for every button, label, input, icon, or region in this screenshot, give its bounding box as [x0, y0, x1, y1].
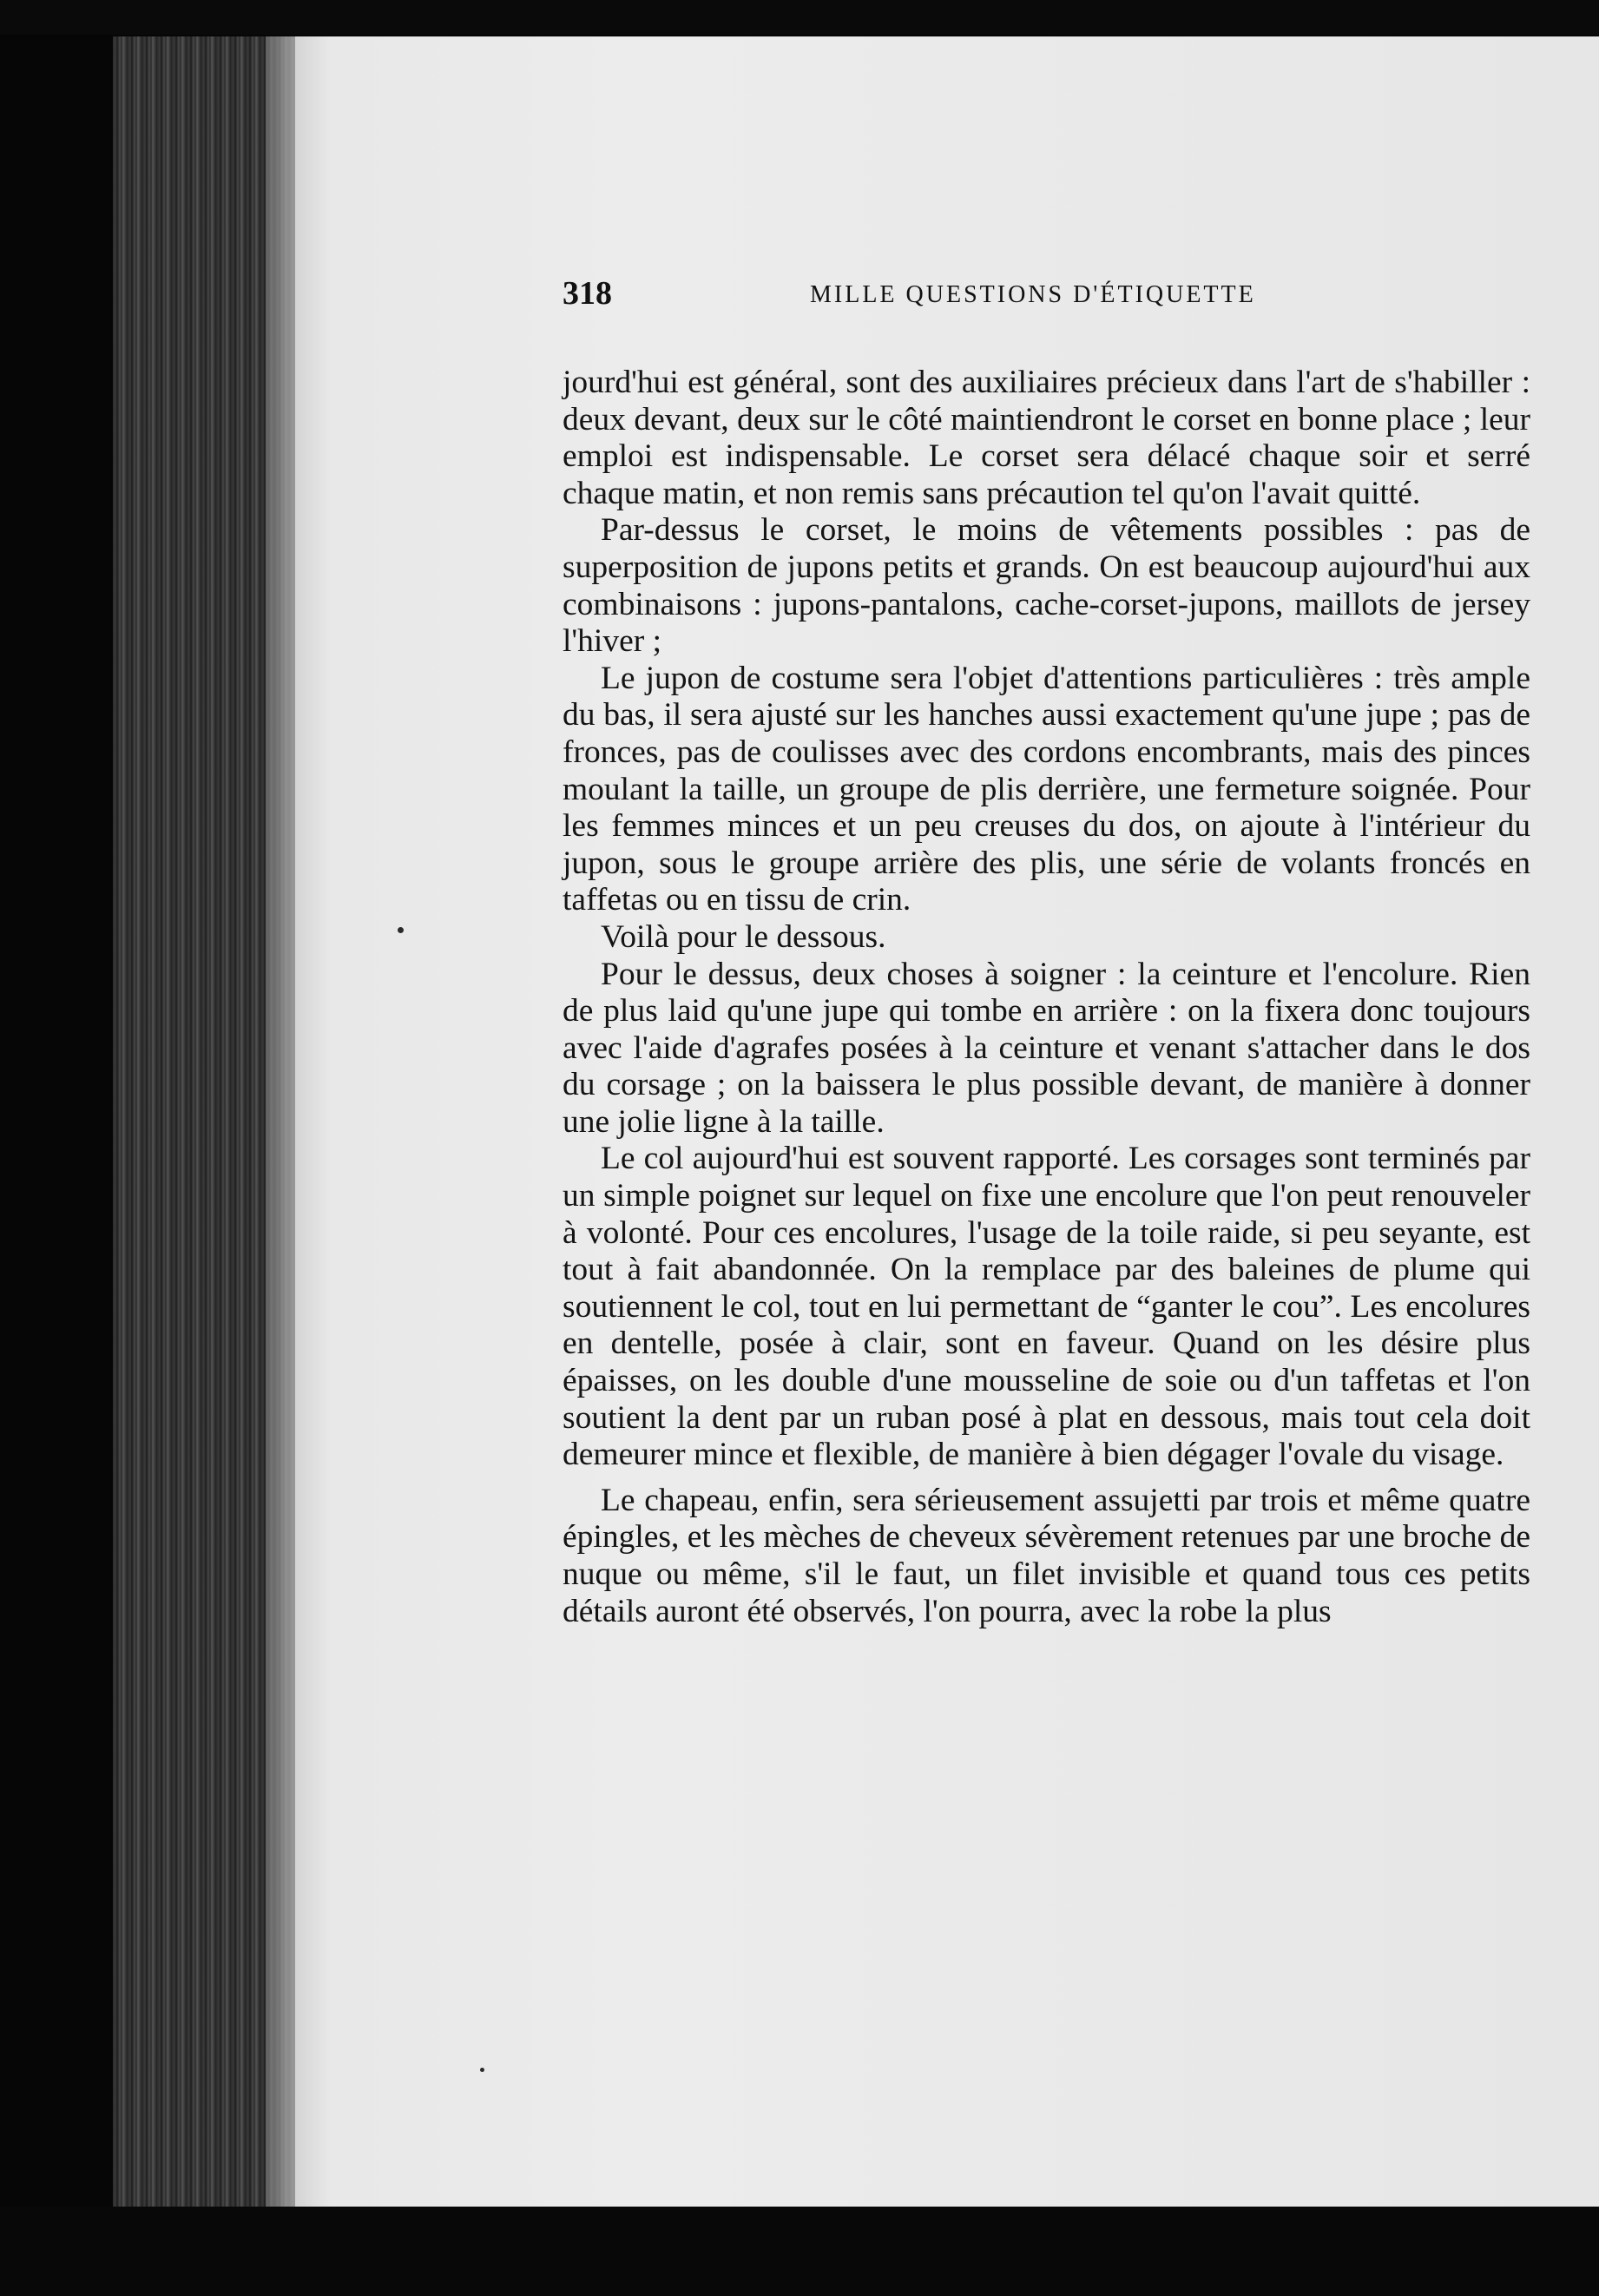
paragraph: Le chapeau, enfin, sera sérieusement assujetti par trois et même quatre épingles, et les mèches de cheveux sévèrement retenues par une broche de nuque ou même, s'il le faut, un filet invisible et quand tous ces petits détails auront été observés, l'on pourra, avec la robe la plus — [563, 1482, 1530, 1629]
paragraph: jourd'hui est général, sont des auxiliaires précieux dans l'art de s'habiller : deux devant, deux sur le côté maintiendront le corset en bonne place ; leur emploi est indispensable. Le corset sera délacé chaque soir et serré chaque matin, et non remis sans précaution tel qu'on l'avait quitté. — [563, 365, 1530, 511]
paragraph: Le col aujourd'hui est souvent rapporté. Les corsages sont terminés par un simple poignet sur lequel on fixe une encolure que l'on peut renouveler à volonté. Pour ces encolures, l'usage de la toile raide, si peu seyante, est tout à fait abandonnée. On la remplace par des baleines de plume qui soutiennent le col, tout en lui permettant de “ganter le cou”. Les encolures en dentelle, posée à clair, sont en faveur. Quand on les désire plus épaisses, on les double d'une mousseline de soie ou d'un taffetas et l'on soutient la dent par un ruban posé à plat en dessous, mais tout cela doit demeurer mince et flexible, de manière à bien dégager l'ovale du visage. — [563, 1141, 1530, 1473]
ink-speck — [480, 2068, 484, 2072]
page-header — [563, 274, 1561, 318]
paragraph: Le jupon de costume sera l'objet d'attentions particulières : très ample du bas, il sera ajusté sur les hanches aussi exactement qu'une jupe ; pas de fronces, pas de coulisses avec des cordons encombrants, mais des pinces moulant la taille, un groupe de plis derrière, une fermeture soignée. Pour les femmes minces et un peu creuses du dos, on ajoute à l'intérieur du jupon, sous le groupe arrière des plis, une série de volants froncés en taffetas ou en tissu de crin. — [563, 660, 1530, 918]
running-head: MILLE QUESTIONS D'ÉTIQUETTE — [810, 281, 1256, 308]
paragraph: Par-dessus le corset, le moins de vêtements possibles : pas de superposition de jupons petits et grands. On est beaucoup aujourd'hui aux combinaisons : jupons-pantalons, cache-corset-jupons, maillots de jersey l'hiver ; — [563, 512, 1530, 660]
ink-speck — [398, 927, 404, 933]
paragraph: Pour le dessus, deux choses à soigner : la ceinture et l'encolure. Rien de plus laid qu'une jupe qui tombe en arrière : on la fixera donc toujours avec l'aide d'agrafes posées à la ceinture et venant s'attacher dans le dos du corsage ; on la baissera le plus possible devant, de manière à donner une jolie ligne à la taille. — [563, 956, 1530, 1140]
paragraph: Voilà pour le dessous. — [601, 918, 886, 955]
book-page-edges — [113, 36, 318, 2207]
body-text — [563, 365, 1530, 1630]
page-number: 318 — [563, 275, 612, 312]
scan-border-bottom — [0, 2207, 1599, 2296]
scan-border-top — [0, 0, 1599, 35]
